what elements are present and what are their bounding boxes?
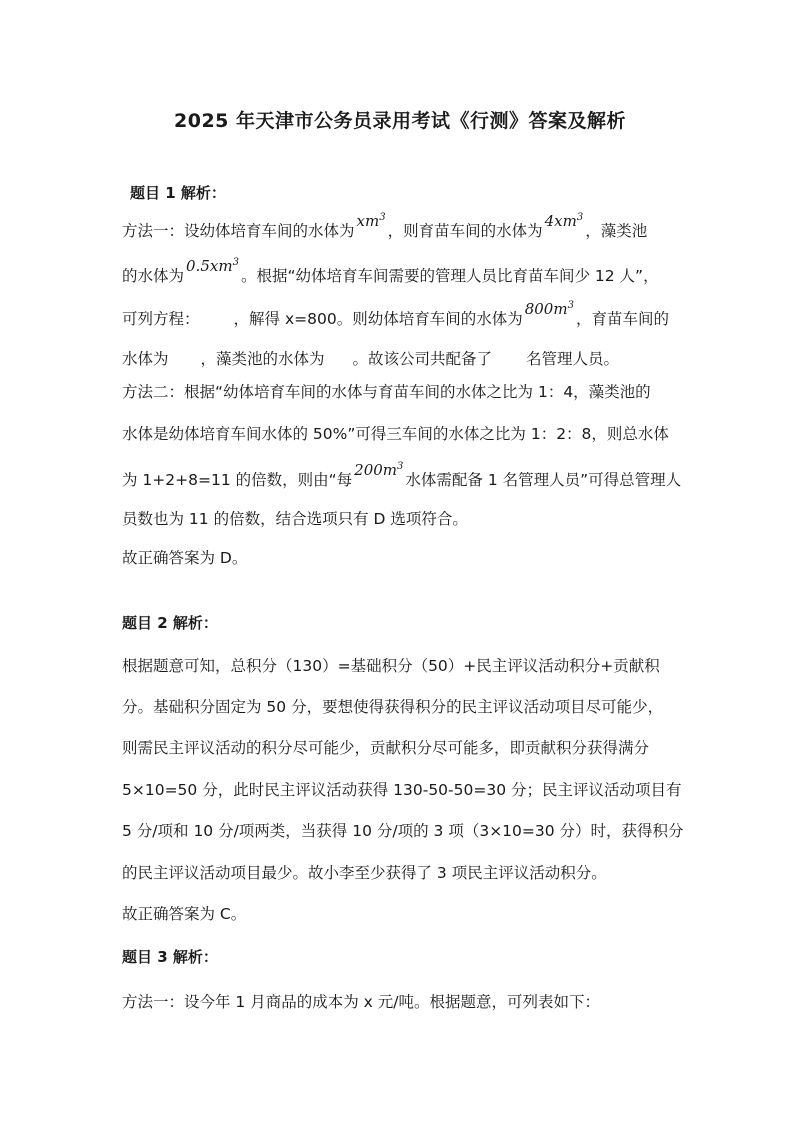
q2-line: 根据题意可知，总积分（130）=基础积分（50）+民主评议活动积分+贡献积 (122, 657, 660, 675)
math-expr: $800m^3$ (524, 300, 574, 318)
q2-line: 分。基础积分固定为 50 分，要想使得获得积分的民主评议活动项目尽可能少， (122, 698, 664, 716)
q1-line-3: 可列方程： ，解得 x=800。则幼体培育车间的水体为$800m^3$，育苗车间的 (122, 300, 669, 328)
q1-answer: 故正确答案为 D。 (122, 549, 248, 567)
math-expr: $0.5xm^3$ (186, 257, 239, 275)
q3-line: 方法一：设今年 1 月商品的成本为 x 元/吨。根据题意，可列表如下： (122, 993, 600, 1011)
q1-line-1: 方法一：设幼体培育车间的水体为$xm^3$，则育苗车间的水体为$4xm^3$，藻类池 (122, 212, 648, 240)
q2-heading: 题目 2 解析： (122, 614, 218, 632)
math-expr: $xm^3$ (356, 212, 386, 230)
q1-line-6: 水体是幼体培育车间水体的 50%”可得三车间的水体之比为 1：2：8，则总水体 (122, 425, 669, 443)
math-expr: $4xm^3$ (544, 212, 584, 230)
q2-line: 的民主评议活动项目最少。故小李至少获得了 3 项民主评议活动积分。 (122, 864, 607, 882)
q2-line: 则需民主评议活动的积分尽可能少，贡献积分尽可能多，即贡献积分获得满分 (122, 739, 650, 757)
q1-line-2: 的水体为$0.5xm^3$。根据“幼体培育车间需要的管理人员比育苗车间少 12 人”， (122, 257, 659, 285)
math-expr: $200m^3$ (354, 461, 404, 479)
q2-line: 5×10=50 分，此时民主评议活动获得 130-50-50=30 分；民主评议活动项目有 (122, 781, 682, 799)
q2-answer: 故正确答案为 C。 (122, 905, 247, 923)
q2-line: 5 分/项和 10 分/项两类，当获得 10 分/项的 3 项（3×10=30 分）时，获得积分 (122, 822, 684, 840)
q1-line-7: 为 1+2+8=11 的倍数，则由“每$200m^3$水体需配备 1 名管理人员”可得总管理人 (122, 461, 682, 489)
q1-line-8: 员数也为 11 的倍数，结合选项只有 D 选项符合。 (122, 510, 468, 528)
page-title: 2025 年天津市公务员录用考试《行测》答案及解析 (174, 110, 626, 132)
q1-line-5: 方法二：根据“幼体培育车间的水体与育苗车间的水体之比为 1：4，藻类池的 (122, 383, 651, 401)
q3-heading: 题目 3 解析： (122, 948, 218, 966)
q1-heading: 题目 1 解析： (130, 184, 226, 202)
q1-line-4: 水体为 ，藻类池的水体为 。故该公司共配备了 名管理人员。 (122, 350, 620, 368)
